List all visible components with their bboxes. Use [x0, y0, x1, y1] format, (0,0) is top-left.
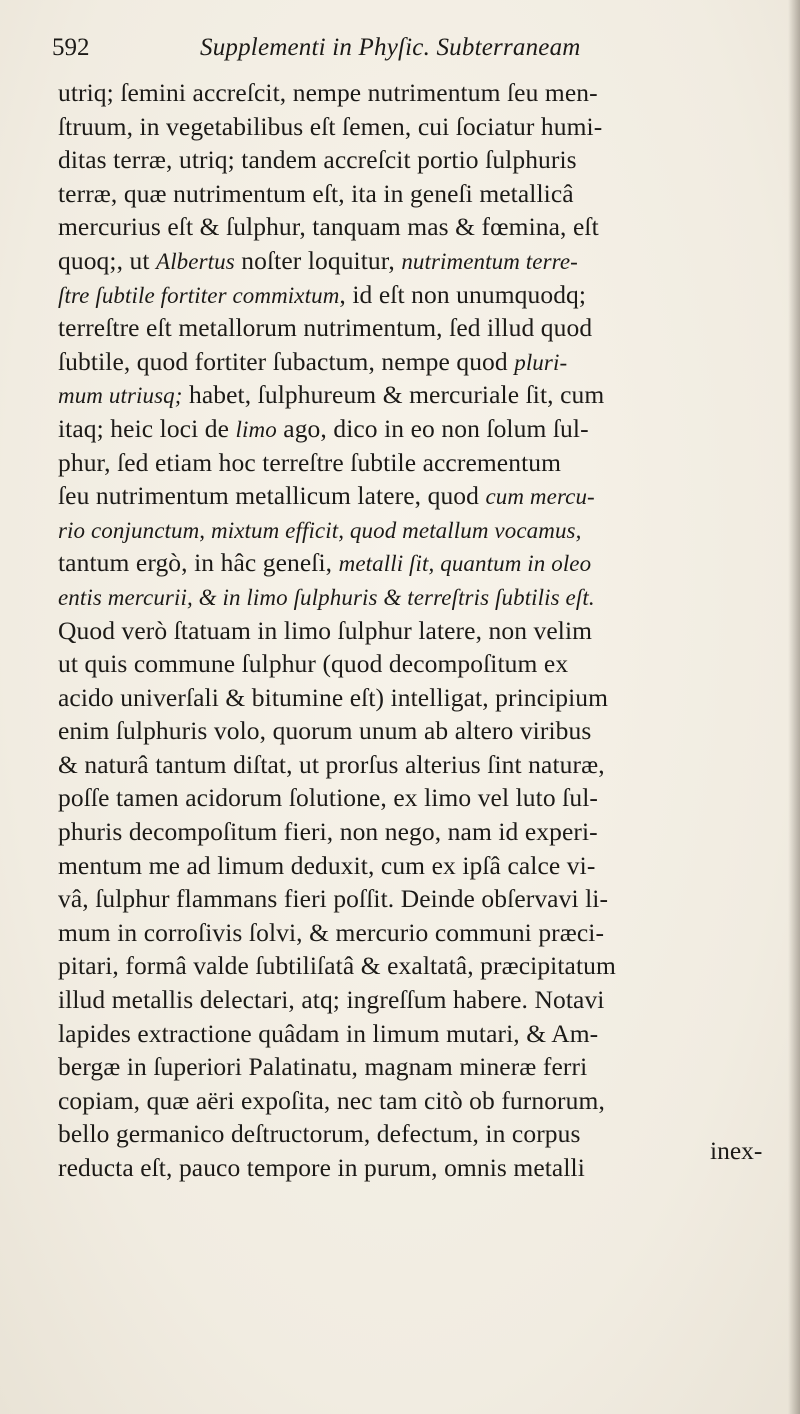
text-segment: ditas terræ, utriq; tandem accreſcit portio ſulphuris — [58, 145, 577, 175]
text-segment: noſter loquitur, — [234, 245, 402, 275]
text-segment: ut quis commune ſulphur (quod decompoſitum ex — [58, 649, 569, 679]
text-line — [58, 143, 798, 177]
text-line — [58, 647, 798, 681]
italic-text-segment: metalli ſit, quantum in oleo — [338, 551, 592, 577]
text-line — [58, 1050, 798, 1084]
text-segment: copiam, quæ aëri expoſita, nec tam citò ob furnorum, — [58, 1085, 605, 1115]
text-segment: pitari, formâ valde ſubtiliſatâ & exaltatâ, præcipitatum — [58, 951, 616, 981]
text-segment: phur, ſed etiam hoc terreſtre ſubtile accrementum — [58, 447, 562, 477]
text-segment: ſtruum, in vegetabilibus eſt ſemen, cui ſociatur humi- — [58, 111, 603, 141]
text-line — [58, 1084, 798, 1118]
text-segment: ſeu nutrimentum metallicum latere, quod — [58, 481, 486, 511]
body-text — [58, 76, 798, 1185]
italic-text-segment: limo — [235, 416, 277, 442]
text-segment: mum in corroſivis ſolvi, & mercurio communi præci- — [58, 917, 605, 947]
text-line — [58, 916, 798, 950]
text-line — [58, 210, 798, 244]
text-line — [58, 446, 798, 480]
italic-text-segment: ſtre ſubtile fortiter commixtum — [58, 282, 340, 308]
italic-text-segment: mum utriusq; — [58, 383, 183, 409]
text-line — [58, 311, 798, 345]
text-segment: reducta eſt, pauco tempore in purum, omnis metalli — [58, 1153, 585, 1182]
text-line — [58, 949, 798, 983]
text-line — [58, 177, 798, 211]
text-line — [58, 278, 798, 312]
text-line — [58, 378, 798, 412]
text-line — [58, 580, 798, 614]
italic-text-segment: nutrimentum terre- — [401, 248, 578, 274]
page-header — [52, 34, 752, 74]
text-segment: terræ, quæ nutrimentum eſt, ita in geneſi metallicâ — [58, 178, 574, 208]
text-line — [58, 614, 798, 648]
text-line — [58, 1017, 798, 1051]
text-segment: , id eſt non unumquodq; — [339, 279, 587, 309]
text-line — [58, 345, 798, 379]
text-line — [58, 748, 798, 782]
text-line — [58, 1117, 798, 1151]
text-line — [58, 76, 798, 110]
text-segment: & naturâ tantum diſtat, ut prorſus alterius ſint naturæ, — [58, 749, 605, 779]
text-line — [58, 681, 798, 715]
text-segment: bergæ in ſuperiori Palatinatu, magnam mineræ ferri — [58, 1052, 588, 1082]
text-line — [58, 882, 798, 916]
text-segment: ago, dico in eo non ſolum ſul- — [276, 413, 589, 443]
catchword: inex- — [710, 1136, 763, 1165]
text-segment: terreſtre eſt metallorum nutrimentum, ſed illud quod — [58, 313, 593, 343]
text-segment: Quod verò ſtatuam in limo ſulphur latere, non velim — [58, 615, 593, 645]
text-line — [58, 110, 798, 144]
text-segment: quoq;, ut — [58, 245, 157, 275]
text-line — [58, 983, 798, 1017]
italic-text-segment: pluri- — [514, 349, 568, 375]
text-segment: itaq; heic loci de — [58, 413, 236, 443]
text-segment: acido univerſali & bitumine eſt) intelligat, principium — [58, 682, 609, 712]
text-line — [58, 1151, 798, 1185]
text-segment: utriq; ſemini accreſcit, nempe nutrimentum ſeu men- — [58, 78, 598, 107]
text-line — [58, 412, 798, 446]
text-line — [58, 513, 798, 547]
text-line — [58, 546, 798, 580]
page-number: 592 — [52, 34, 90, 61]
italic-text-segment: cum mercu- — [485, 484, 595, 510]
text-segment: bello germanico deſtructorum, defectum, in corpus — [58, 1119, 581, 1149]
text-line — [58, 479, 798, 513]
page-edge-shadow — [788, 0, 800, 1414]
italic-text-segment: entis mercurii, & in limo ſulphuris & terreſtris ſubtilis eſt. — [58, 584, 595, 610]
text-line — [58, 244, 798, 278]
text-segment: mercurius eſt & ſulphur, tanquam mas & fœmina, eſt — [58, 212, 599, 242]
text-segment: mentum me ad limum deduxit, cum ex ipſâ calce vi- — [58, 850, 596, 880]
italic-text-segment: rio conjunctum, mixtum efficit, quod metallum vocamus, — [58, 517, 582, 543]
text-line — [58, 714, 798, 748]
text-segment: lapides extractione quâdam in limum mutari, & Am- — [58, 1018, 599, 1048]
text-segment: phuris decompoſitum fieri, non nego, nam id experi- — [58, 817, 598, 847]
text-segment: poſſe tamen acidorum ſolutione, ex limo vel luto ſul- — [58, 783, 598, 813]
text-segment: enim ſulphuris volo, quorum unum ab altero viribus — [58, 716, 592, 746]
running-head: Supplementi in Phyſic. Subterraneam — [200, 34, 581, 61]
text-segment: habet, ſulphureum & mercuriale ſit, cum — [182, 380, 605, 410]
text-line — [58, 815, 798, 849]
text-line — [58, 781, 798, 815]
italic-text-segment: Albertus — [156, 248, 235, 274]
text-segment: ſubtile, quod fortiter ſubactum, nempe quod — [58, 346, 515, 376]
text-segment: illud metallis delectari, atq; ingreſſum habere. Notavi — [58, 985, 605, 1015]
text-line — [58, 849, 798, 883]
text-segment: tantum ergò, in hâc geneſi, — [58, 548, 339, 578]
text-segment: vâ, ſulphur flammans fieri poſſit. Deinde obſervavi li- — [58, 884, 609, 914]
